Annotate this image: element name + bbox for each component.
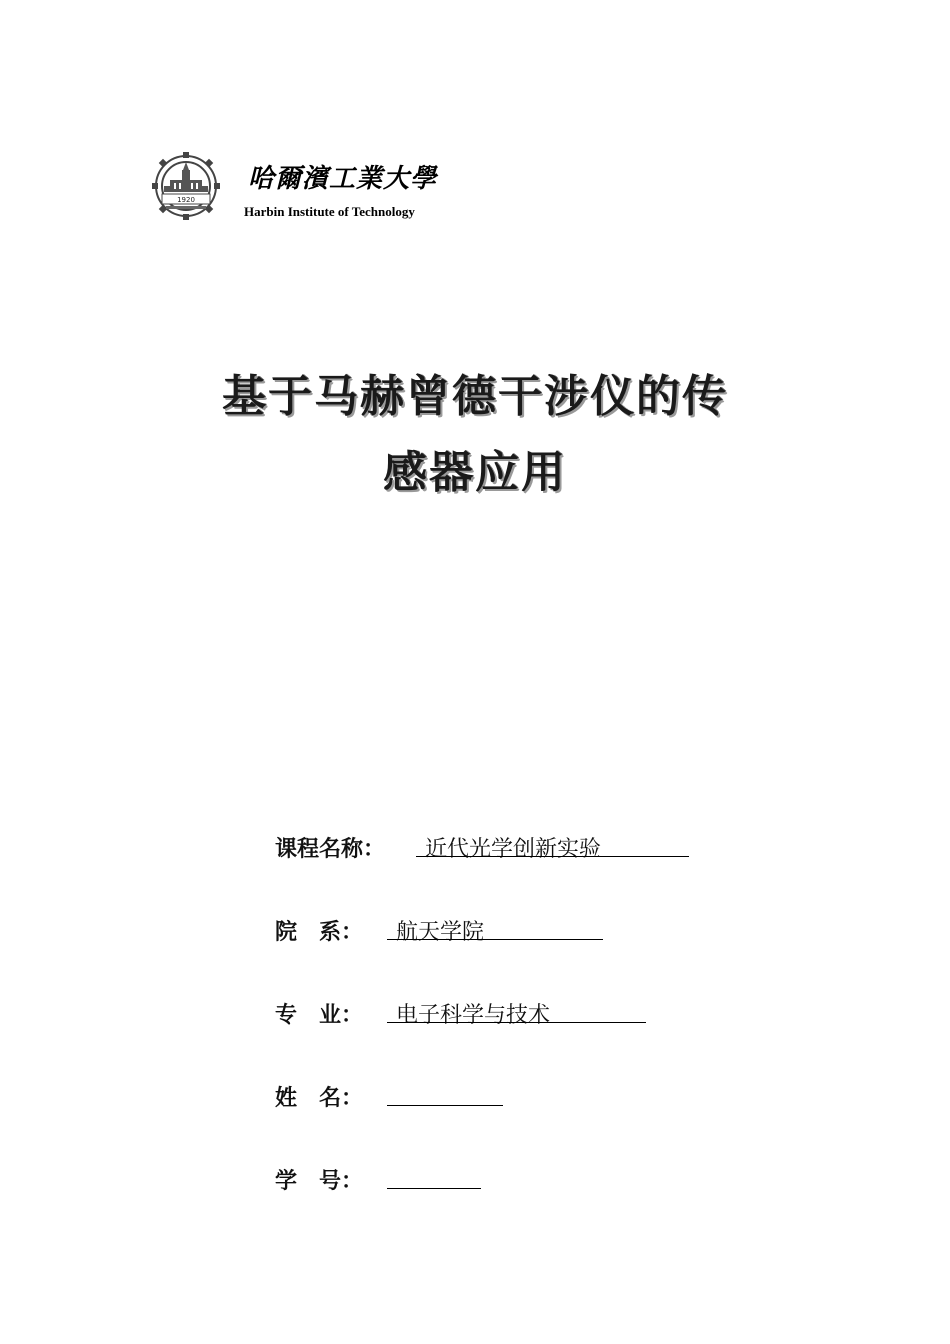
course-underline xyxy=(416,856,689,857)
department-value: 航天学院 xyxy=(396,920,485,945)
university-logo xyxy=(148,150,448,222)
department-row xyxy=(275,915,615,949)
report-title-line1: 基于马赫曾德干涉仪的传 xyxy=(222,371,728,422)
major-underline xyxy=(387,1022,646,1023)
major-value: 电子科学与技术 xyxy=(396,1003,551,1028)
university-name-en: Harbin Institute of Technology xyxy=(244,204,415,219)
name-row xyxy=(275,1081,515,1115)
major-label: 专 业： xyxy=(275,1003,364,1028)
course-value: 近代光学创新实验 xyxy=(425,837,602,862)
report-title-line2: 感器应用 xyxy=(383,447,567,498)
course-row xyxy=(275,832,695,866)
student-id-row xyxy=(275,1164,495,1198)
major-row xyxy=(275,998,655,1032)
department-underline xyxy=(387,939,603,940)
hit-emblem-icon xyxy=(148,150,224,222)
university-name-cn: 哈爾濱工業大學 xyxy=(248,164,438,194)
student-id-label: 学 号： xyxy=(275,1169,364,1194)
course-label: 课程名称： xyxy=(275,837,386,862)
student-id-underline xyxy=(387,1188,481,1189)
emblem-year: 1920 xyxy=(177,196,195,204)
name-underline xyxy=(387,1105,503,1106)
name-label: 姓 名： xyxy=(275,1086,364,1111)
department-label: 院 系： xyxy=(275,920,364,945)
